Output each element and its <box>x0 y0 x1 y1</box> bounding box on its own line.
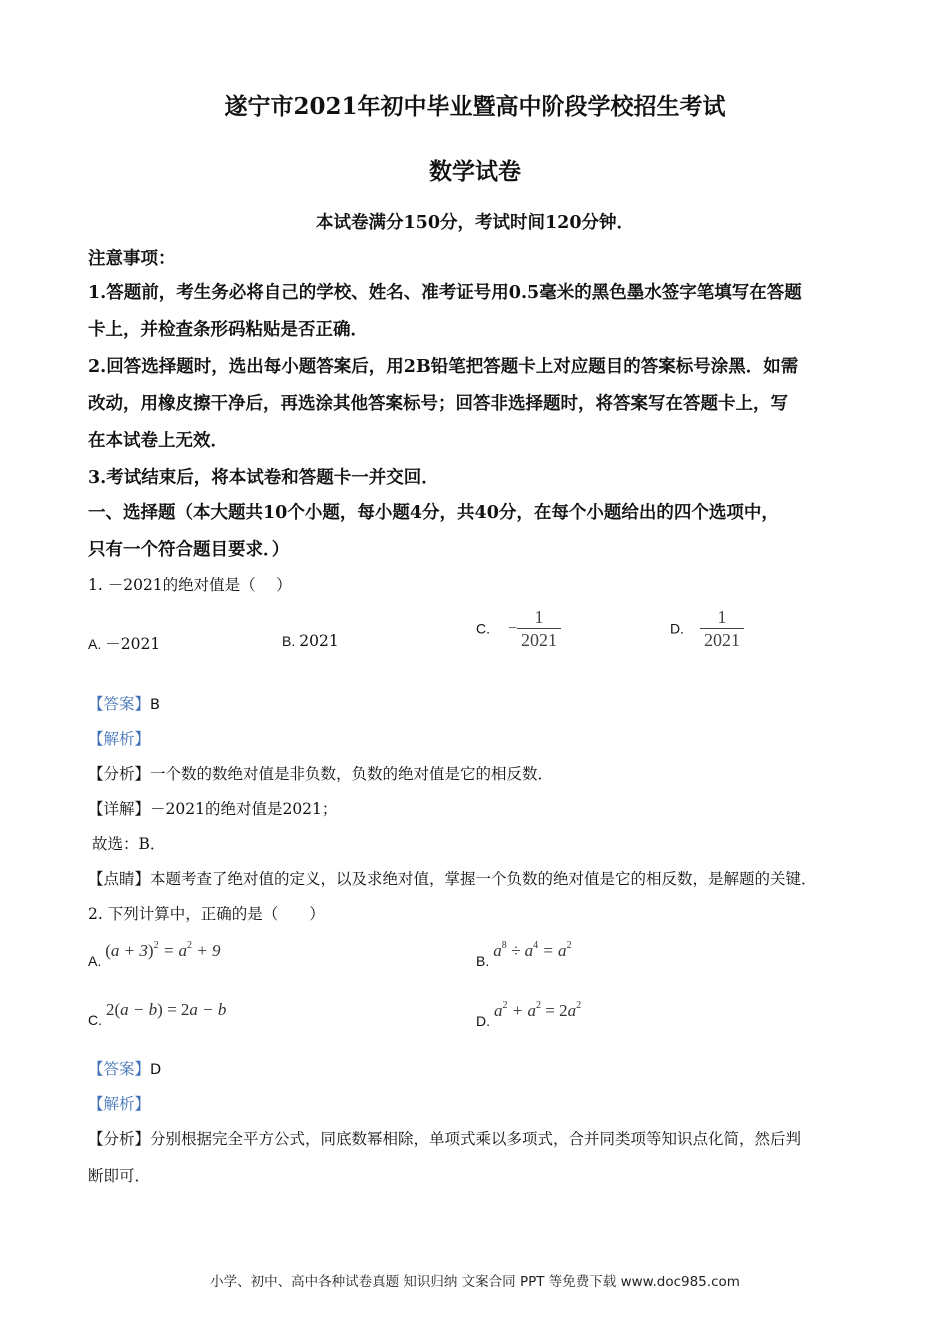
q1-option-c <box>476 606 561 651</box>
fraction-denominator: 2021 <box>517 628 561 651</box>
q2-fenxi-line2: 断即可． <box>88 1167 151 1185</box>
notice-item2-line3: 在本试卷上无效． <box>88 431 228 451</box>
notice-item2-line1: 2.回答选择题时，选出每小题答案后，用2B铅笔把答题卡上对应题目的答案标号涂黑．如需 <box>88 357 799 377</box>
formula-b: $a^8 \div a^4 = a^2$ <box>493 940 572 960</box>
q1-fenxi <box>88 762 553 784</box>
q1-option-d <box>670 606 744 651</box>
fraction-denominator: 2021 <box>700 628 744 651</box>
notice-heading: 注意事项： <box>88 249 176 269</box>
q1-option-a <box>88 632 160 654</box>
page-title: 遂宁市2021年初中毕业暨高中阶段学校招生考试 <box>224 93 726 120</box>
answer-tag: 【答案】 <box>88 1060 151 1078</box>
option-text: －2021 <box>105 635 161 653</box>
fenxi-tag: 【分析】 <box>88 1130 151 1148</box>
option-letter: C. <box>88 1012 102 1028</box>
dianjing-tag: 【点睛】 <box>88 870 151 888</box>
fraction-numerator: 1 <box>717 607 727 627</box>
q1-choose: 故选：B． <box>92 835 166 853</box>
dianjing-text: 本题考查了绝对值的定义，以及求绝对值，掌握一个负数的绝对值是它的相反数，是解题的关键． <box>150 870 817 888</box>
option-letter: C. <box>476 620 490 637</box>
q2-answer <box>88 1057 161 1079</box>
option-letter: A. <box>88 636 102 652</box>
q2-option-b <box>476 940 572 969</box>
fenxi-tag: 【分析】 <box>88 765 151 783</box>
answer-tag: 【答案】 <box>88 695 151 713</box>
q2-fenxi-line1 <box>88 1127 801 1149</box>
xiangjie-text: －2021的绝对值是2021； <box>150 800 338 818</box>
option-letter: D. <box>670 620 684 637</box>
page-subtitle: 数学试卷 <box>429 158 521 185</box>
fenxi-text: 一个数的数绝对值是非负数，负数的绝对值是它的相反数． <box>150 765 554 783</box>
option-text: 2021 <box>299 632 339 650</box>
q1-answer <box>88 692 160 714</box>
fraction-numerator: 1 <box>534 607 544 627</box>
q2-option-a <box>88 940 221 969</box>
q1-analysis-tag: 【解析】 <box>88 730 151 748</box>
notice-item2-line2: 改动，用橡皮擦干净后，再选涂其他答案标号；回答非选择题时，将答案写在答题卡上，写 <box>88 394 788 414</box>
fraction <box>700 606 744 651</box>
notice-item3: 3.考试结束后，将本试卷和答题卡一并交回． <box>88 468 439 488</box>
q2-option-d <box>476 1000 582 1029</box>
exam-info: 本试卷满分150分，考试时间120分钟． <box>315 213 635 233</box>
fraction <box>517 606 561 651</box>
option-letter: B. <box>476 953 490 969</box>
q1-stem: 1. －2021的绝对值是（ ） <box>88 576 292 594</box>
q1-xiangjie <box>88 797 337 819</box>
section1-heading-line1: 一、选择题（本大题共10个小题，每小题4分，共40分，在每个小题给出的四个选项中， <box>88 503 779 523</box>
notice-item1-line1: 1.答题前，考生务必将自己的学校、姓名、准考证号用0.5毫米的黑色墨水签字笔填写在答题 <box>88 283 802 303</box>
q2-analysis-tag: 【解析】 <box>88 1095 151 1113</box>
xiangjie-tag: 【详解】 <box>88 800 151 818</box>
page-footer: 小学、初中、高中各种试卷真题 知识归纳 文案合同 PPT 等免费下载 www.doc985.com <box>210 1274 740 1290</box>
option-letter: D. <box>476 1013 490 1029</box>
notice-item1-line2: 卡上，并检查条形码粘贴是否正确． <box>88 320 368 340</box>
q2-option-c <box>88 1000 227 1028</box>
q1-dianjing <box>88 867 817 889</box>
q2-stem: 2. 下列计算中，正确的是（ ） <box>88 905 325 923</box>
answer-value: B <box>150 697 160 713</box>
formula-c: 2(a − b) = 2a − b <box>106 1000 227 1019</box>
section1-heading-line2: 只有一个符合题目要求．） <box>88 540 290 560</box>
answer-value: D <box>150 1062 162 1078</box>
option-letter: B. <box>282 633 296 649</box>
minus-sign: − <box>508 619 518 637</box>
formula-a: $(a + 3)^2 = a^2 + 9$ <box>105 940 221 960</box>
option-letter: A. <box>88 953 102 969</box>
fenxi-text: 分别根据完全平方公式，同底数幂相除，单项式乘以多项式，合并同类项等知识点化简，然后判 <box>150 1130 802 1148</box>
formula-d: $a^2 + a^2 = 2a^2$ <box>494 1000 582 1020</box>
q1-option-b <box>282 632 339 651</box>
